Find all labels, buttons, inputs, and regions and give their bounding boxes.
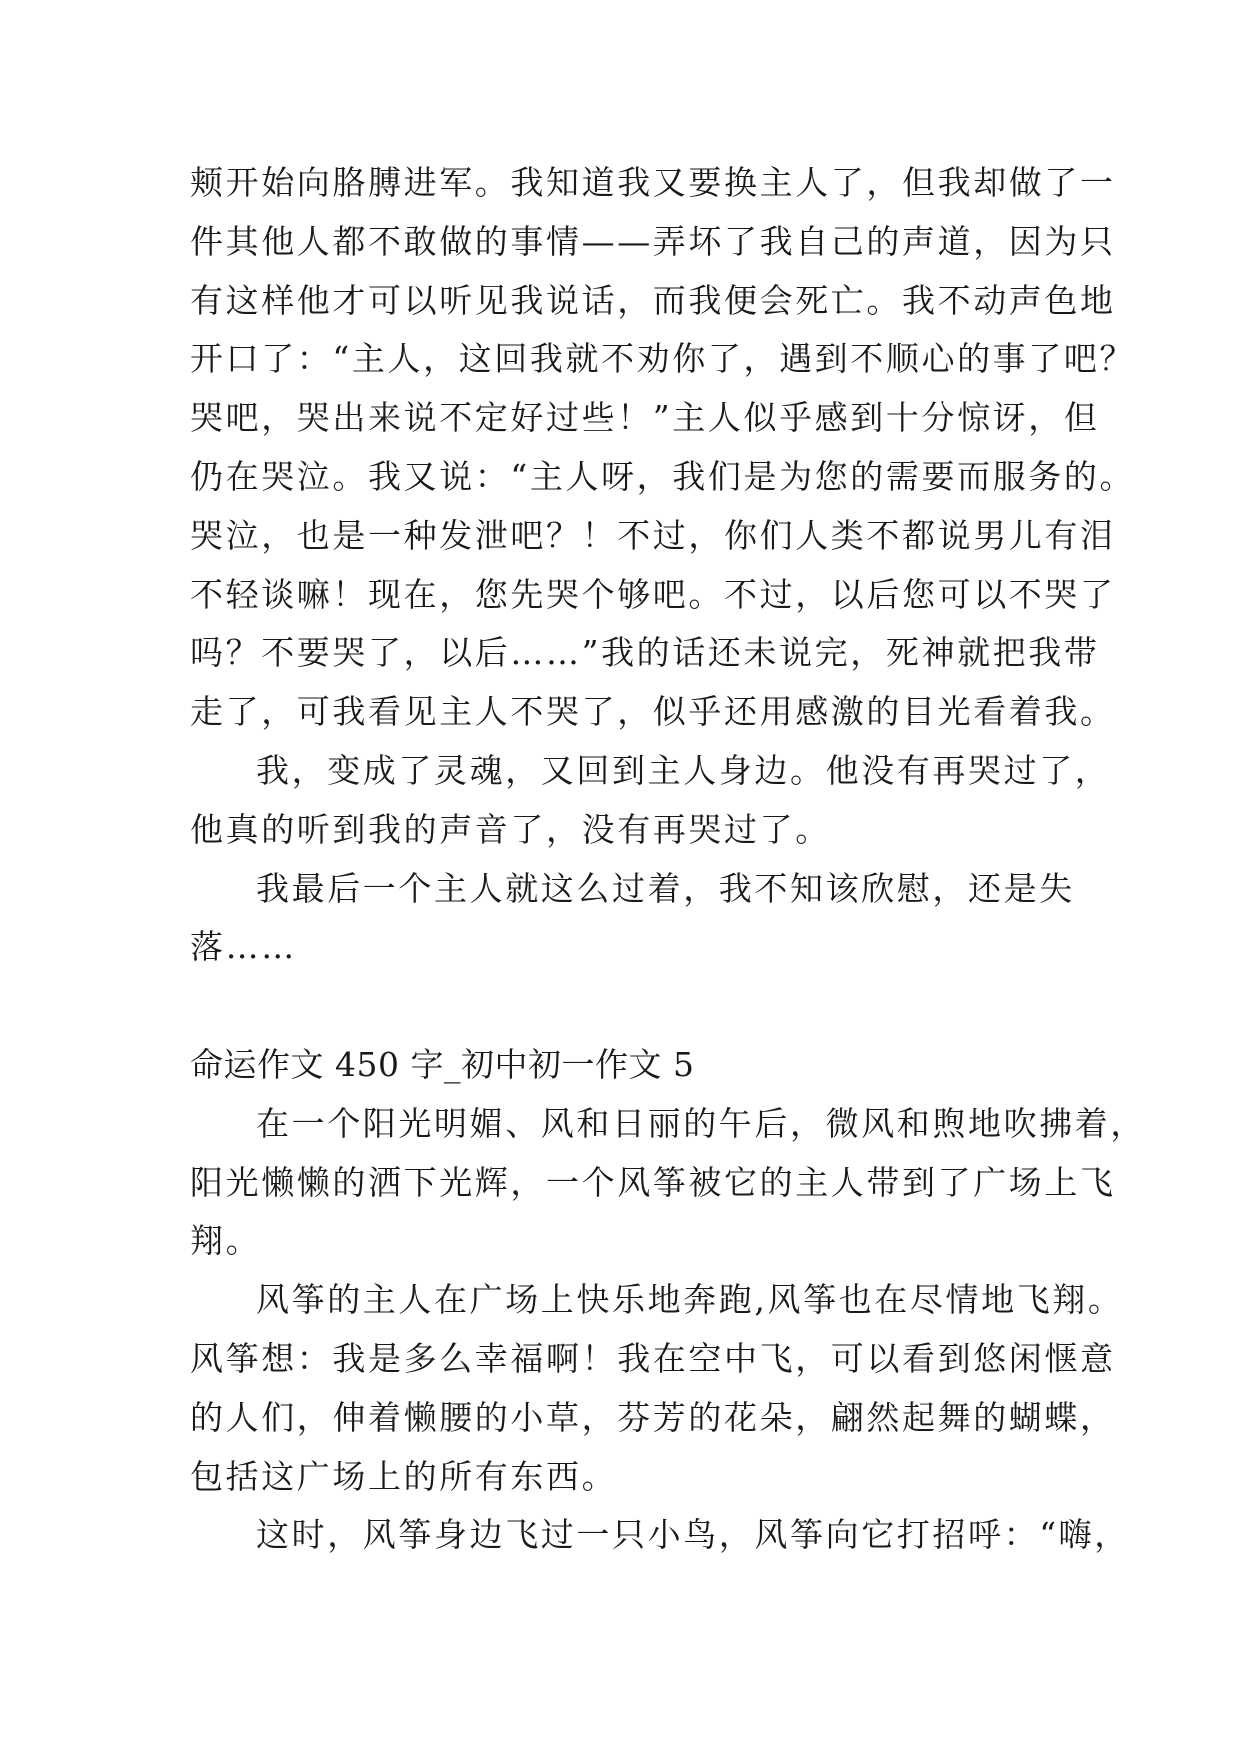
paragraph-bird: [190, 1506, 1130, 1565]
text-line: 有这样他才可以听见我说话，而我便会死亡。我不动声色地: [190, 280, 1116, 320]
text-line: 走了，可我看见主人不哭了，似乎还用感激的目光看着我。: [190, 692, 1116, 732]
text-line: 哭吧，哭出来说不定好过些！”主人似乎感到十分惊讶，但: [190, 398, 1100, 438]
text-line: 哭泣，也是一种发泄吧？！不过，你们人类不都说男儿有泪: [190, 515, 1116, 555]
text-line: 开口了：“主人，这回我就不劝你了，遇到不顺心的事了吧？: [190, 339, 1136, 379]
text-line: 我，变成了灵魂，又回到主人身边。他没有再哭过了，: [256, 750, 1111, 790]
text-line: 翔。: [190, 1221, 262, 1261]
text-line: 我最后一个主人就这么过着，我不知该欣慰，还是失: [256, 868, 1075, 908]
text-line: 风筝想：我是多么幸福啊！我在空中飞，可以看到悠闲惬意: [190, 1338, 1116, 1378]
section-title: 命运作文 450 字_初中初一作文 5: [190, 1044, 695, 1084]
text-line: 阳光懒懒的洒下光辉，一个风筝被它的主人带到了广场上飞: [190, 1162, 1116, 1202]
text-line: 的人们，伸着懒腰的小草，芬芳的花朵，翩然起舞的蝴蝶，: [190, 1397, 1116, 1437]
text-line: 包括这广场上的所有东西。: [190, 1456, 618, 1496]
paragraph-afternoon: [190, 1095, 1146, 1271]
paragraph-continued: [190, 154, 1136, 742]
text-line: 不轻谈嘛！现在，您先哭个够吧。不过，以后您可以不哭了: [190, 574, 1116, 614]
paragraph-kite-thoughts: [190, 1271, 1124, 1506]
text-line: 仍在哭泣。我又说：“主人呀，我们是为您的需要而服务的。: [190, 456, 1136, 496]
text-line: 他真的听到我的声音了，没有再哭过了。: [190, 809, 831, 849]
text-line: 件其他人都不敢做的事情——弄坏了我自己的声道，因为只: [190, 221, 1116, 261]
section-spacer: [190, 977, 1070, 1036]
text-line: 颊开始向胳膊进军。我知道我又要换主人了，但我却做了一: [190, 163, 1116, 202]
text-line: 在一个阳光明媚、风和日丽的午后，微风和煦地吹拂着，: [256, 1103, 1146, 1143]
text-line: 吗？不要哭了，以后……”我的话还未说完，死神就把我带: [190, 633, 1100, 673]
document-body: [190, 154, 1146, 1565]
text-line: 这时，风筝身边飞过一只小鸟，风筝向它打招呼：“嗨，: [256, 1515, 1130, 1555]
text-line: 落……: [190, 927, 297, 967]
text-line: 风筝的主人在广场上快乐地奔跑,风筝也在尽情地飞翔。: [256, 1280, 1124, 1320]
paragraph-last-owner: [190, 860, 1075, 978]
paragraph-soul: [190, 742, 1111, 860]
